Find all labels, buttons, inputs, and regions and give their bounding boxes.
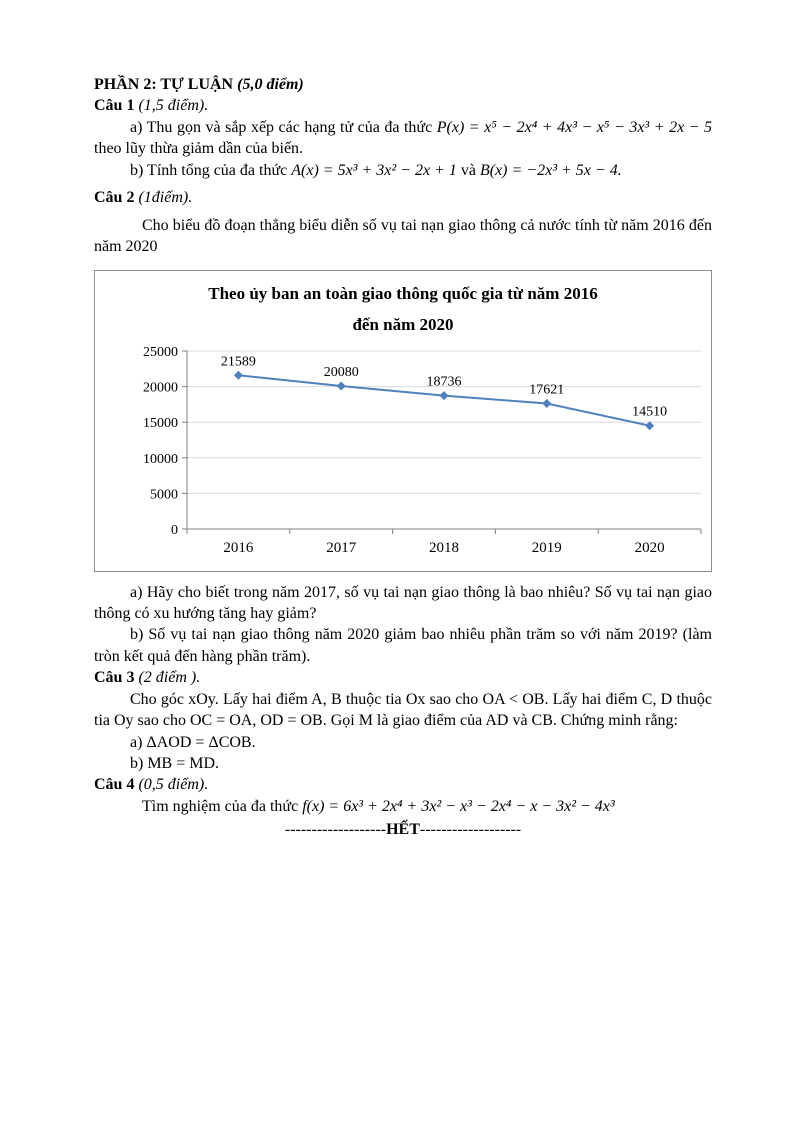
x-axis-label: 2016 [223,539,254,556]
y-axis-label: 15000 [143,415,178,431]
cau3-item-b: b) MB = MD. [130,755,220,772]
data-value-label: 21589 [220,353,256,369]
cau2-heading [94,187,712,208]
data-value-label: 17621 [529,382,565,398]
cau1-item-b-formula-a: A(x) = 5x³ + 3x² − 2x + 1 [291,161,457,179]
chart-title-line1: Theo ủy ban an toàn giao thông quốc gia từ năm 2016 [208,283,598,303]
cau1-item-a-formula: P(x) = x⁵ − 2x⁴ + 4x³ − x⁵ − 3x³ + 2x − 5 [436,118,713,136]
x-axis-label: 2017 [326,539,357,556]
end-dashes-left: ------------------- [284,821,387,839]
cau1-item-b [94,160,712,181]
cau1-heading [94,95,712,116]
cau3-points: (2 điểm ). [138,669,201,687]
data-marker [234,370,243,379]
part-heading-line [94,74,712,95]
cau3-label: Câu 3 [94,669,139,687]
accident-chart-svg [95,339,709,571]
cau4-formula: f(x) = 6x³ + 2x⁴ + 3x² − x³ − 2x⁴ − x − 3x² − 4x³ [302,797,615,815]
part-points: (5,0 điểm) [233,76,304,93]
cau2-question-a: a) Hãy cho biết trong năm 2017, số vụ tai nạn giao thông là bao nhiêu? Số vụ tai nạn giao thông có xu hướng tăng hay giảm? [94,583,712,622]
end-dashes-right: ------------------- [419,821,522,839]
x-axis-label: 2018 [429,539,459,556]
cau4-heading [94,774,712,795]
y-axis-label: 5000 [150,486,178,502]
cau2-points: (1điểm). [138,189,193,207]
part-heading: PHẦN 2: TỰ LUẬN [94,76,234,93]
end-het-label: HẾT [386,821,420,839]
cau2-intro: Cho biểu đồ đoạn thẳng biểu diễn số vụ tai nạn giao thông cả nước tính từ năm 2016 đến năm 2020 [94,216,712,256]
cau1-item-a-lead: a) Thu gọn và sắp xếp các hạng tử của đa thức [130,118,437,136]
end-of-exam-line [94,819,712,840]
data-marker [337,381,346,390]
cau1-item-b-lead: b) Tính tổng của đa thức [130,161,292,179]
accident-chart [94,270,712,572]
x-axis-label: 2019 [531,539,562,556]
y-axis-label: 25000 [143,344,178,360]
data-value-label: 20080 [323,364,359,380]
cau1-item-a-tail: theo lũy thừa giảm dần của biến. [94,140,304,158]
cau1-points: (1,5 điểm). [138,97,209,115]
data-marker [440,391,449,400]
cau2-question-b: b) Số vụ tai nạn giao thông năm 2020 giảm bao nhiêu phần trăm so với năm 2019? (làm tròn kết quả đến hàng phần trăm). [94,626,712,665]
cau1-item-b-mid: và [456,161,480,179]
cau4-points: (0,5 điểm). [138,776,209,794]
cau1-label: Câu 1 [94,97,139,115]
data-value-label: 18736 [426,374,462,390]
y-axis-label: 20000 [143,380,178,396]
cau3-intro: Cho góc xOy. Lấy hai điểm A, B thuộc tia Ox sao cho OA < OB. Lấy hai điểm C, D thuộc tia Oy sao cho OC = OA, OD = OB. Gọi M là giao điểm của AD và CB. Chứng minh rằng: [94,690,712,730]
cau4-lead: Tìm nghiệm của đa thức [142,797,303,815]
y-axis-label: 10000 [143,451,178,467]
cau4-body [94,796,712,817]
cau3-item-a: a) ΔAOD = ΔCOB. [130,733,256,751]
data-marker [542,399,551,408]
x-axis-label: 2020 [634,539,665,556]
data-value-label: 14510 [632,404,668,420]
cau1-item-a [94,117,712,160]
cau3-heading [94,667,712,688]
cau4-label: Câu 4 [94,776,139,794]
cau2-label: Câu 2 [94,189,139,207]
chart-title-line2: đến năm 2020 [352,314,454,334]
cau1-item-b-formula-b: B(x) = −2x³ + 5x − 4. [479,161,622,179]
y-axis-label: 0 [171,522,178,538]
